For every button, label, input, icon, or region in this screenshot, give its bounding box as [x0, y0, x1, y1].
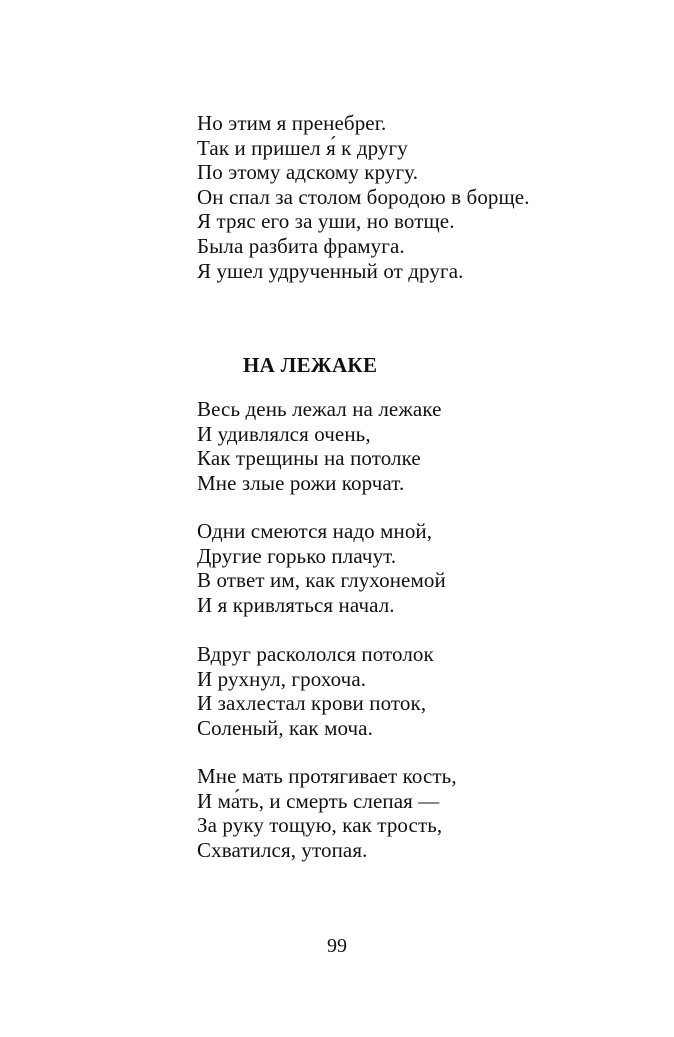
- poem-line: И захлестал крови поток,: [197, 691, 427, 716]
- poem-line: И рухнул, грохоча.: [197, 666, 367, 691]
- poem-line: Я ушел удрученный от друга.: [197, 258, 464, 283]
- poem-line: И ма́ть, и смерть слепая —: [197, 788, 440, 813]
- stanza-4: [197, 764, 457, 862]
- poem-line: В ответ им, как глухонемой: [197, 568, 446, 593]
- poem-line: По этому адскому кругу.: [197, 160, 419, 185]
- poem-line: Он спал за столом бородою в борще.: [197, 184, 530, 209]
- poem-line: И удивлялся очень,: [197, 421, 371, 446]
- poem-line: Мне мать протягивает кость,: [197, 764, 457, 788]
- poem-line: И я кривляться начал.: [197, 592, 395, 617]
- poem-line: Весь день лежал на лежаке: [197, 397, 442, 421]
- poem-line: Схватился, утопая.: [197, 837, 368, 862]
- stanza-1: [197, 397, 442, 495]
- poem-line: Соленый, как моча.: [197, 715, 373, 740]
- poem-line: Другие горько плачут.: [197, 543, 397, 568]
- page-number: 99: [327, 935, 347, 957]
- poem-line: Была разбита фрамуга.: [197, 233, 405, 258]
- poem-line: За руку тощую, как трость,: [197, 813, 443, 838]
- poem-line: Но этим я пренебрег.: [197, 111, 387, 135]
- previous-poem-ending: [197, 111, 530, 283]
- poem-line: Так и пришел я́ к другу: [197, 135, 408, 160]
- poem-line: Я тряс его за уши, но вотще.: [197, 209, 455, 234]
- poem-title: НА ЛЕЖАКЕ: [243, 353, 378, 377]
- stanza-2: [197, 519, 446, 617]
- poem-line: Мне злые рожи корчат.: [197, 470, 405, 495]
- poem-line: Как трещины на потолке: [197, 446, 421, 471]
- stanza-3: [197, 642, 434, 740]
- poem-line: Вдруг раскололся потолок: [197, 642, 434, 666]
- poem-line: Одни смеются надо мной,: [197, 519, 433, 543]
